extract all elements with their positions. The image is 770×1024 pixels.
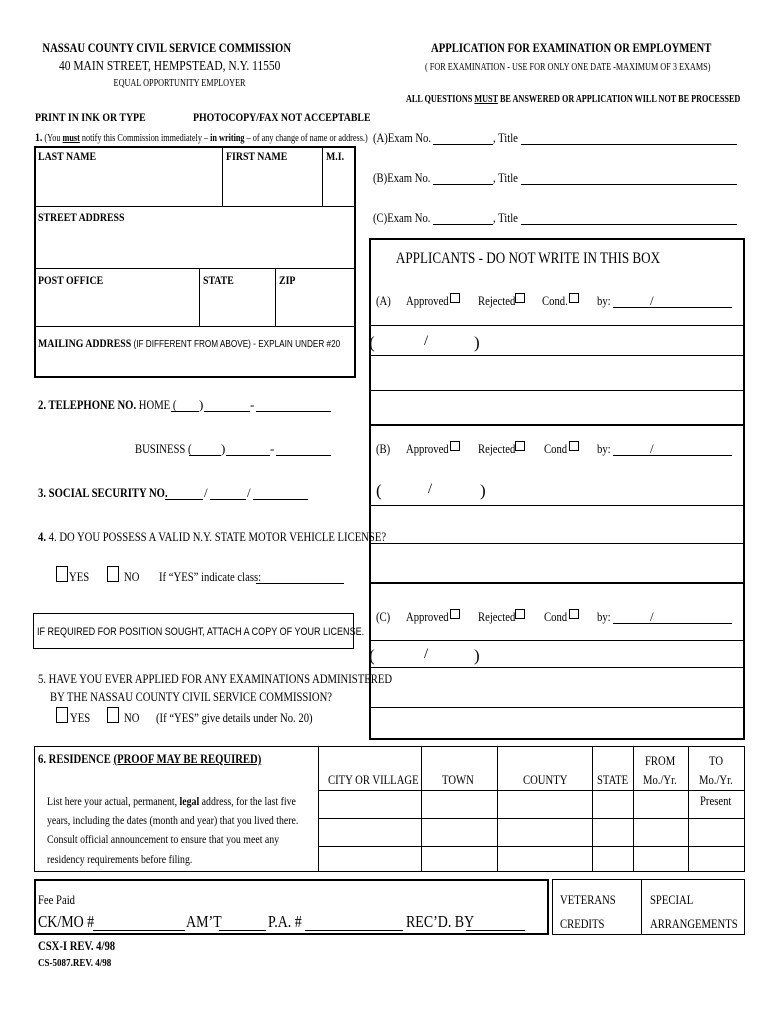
section-a-approved-checkbox[interactable] [450, 293, 460, 303]
business-label: BUSINESS ( [135, 441, 192, 456]
exam-b-label: (B)Exam No. [373, 170, 431, 185]
col-state: STATE [597, 772, 629, 787]
mi-field[interactable] [323, 166, 354, 204]
exam-a-title-label: , Title [493, 130, 518, 145]
residence-state-field[interactable] [593, 819, 632, 845]
divider [318, 846, 745, 847]
first-name-label: FIRST NAME [226, 149, 288, 163]
section-b-date-slash: / [428, 481, 433, 497]
divider [497, 746, 498, 872]
divider [34, 326, 356, 327]
section-a-by-label: by: [597, 293, 611, 308]
divider [369, 325, 745, 326]
section-c-slash: / [650, 609, 654, 624]
post-office-label: POST OFFICE [38, 273, 104, 287]
recd-by-field[interactable] [466, 930, 525, 931]
section-c-letter: (C) [376, 609, 391, 624]
agency-address: 40 MAIN STREET, HEMPSTEAD, N.Y. 11550 [58, 59, 281, 74]
mailing-address-field[interactable] [35, 354, 354, 376]
home-number[interactable] [256, 411, 331, 412]
arrangements-label: ARRANGEMENTS [650, 916, 738, 931]
license-no-checkbox[interactable] [107, 566, 119, 582]
ssn-slash-1: / [204, 485, 208, 500]
section-b-slash: / [650, 441, 654, 456]
prior-exam-no-checkbox[interactable] [107, 707, 119, 723]
business-area-code[interactable] [189, 455, 221, 456]
divider [641, 879, 642, 935]
amt-field[interactable] [219, 930, 266, 931]
revision-code-1: CSX-I REV. 4/98 [38, 938, 116, 953]
section-b-rejected-label: Rejected [478, 441, 516, 456]
section-b-approved-checkbox[interactable] [450, 441, 460, 451]
section-a-letter: (A) [376, 293, 391, 308]
street-address-label: STREET ADDRESS [38, 210, 125, 224]
home-dash: - [250, 397, 255, 412]
license-question: 4. 4. DO YOU POSSESS A VALID N.Y. STATE MOTOR VEHICLE LICENSE? [38, 529, 387, 544]
license-note: IF REQUIRED FOR POSITION SOUGHT, ATTACH A COPY OF YOUR LICENSE. [37, 626, 365, 638]
pa-label: P.A. # [268, 912, 302, 931]
prior-exam-question-line2: BY THE NASSAU COUNTY CIVIL SERVICE COMMISSION? [50, 689, 333, 704]
credits-label: CREDITS [560, 916, 605, 931]
residence-town-field[interactable] [422, 819, 496, 845]
divider [421, 746, 422, 872]
col-to-unit: Mo./Yr. [699, 772, 733, 787]
ssn-part-2[interactable] [210, 499, 246, 500]
section-b-approved-label: Approved [406, 441, 449, 456]
residence-from-field[interactable] [634, 819, 687, 845]
divider [592, 746, 593, 872]
section-c-date-close: ) [474, 646, 480, 665]
divider [369, 582, 745, 584]
eoe-label: EQUAL OPPORTUNITY EMPLOYER [113, 78, 246, 89]
fee-paid-label: Fee Paid [38, 892, 76, 907]
col-from: FROM [645, 753, 676, 768]
recd-by-label: REC’D. BY [406, 912, 475, 931]
section-a-date-close: ) [474, 333, 480, 352]
col-to-present: Present [700, 793, 732, 808]
ssn-slash-2: / [247, 485, 251, 500]
section-b-date-close: ) [480, 481, 486, 500]
exam-c-title[interactable] [521, 224, 737, 225]
section-a-rejected-label: Rejected [478, 293, 516, 308]
section-a-date-open: ( [369, 333, 375, 352]
exam-b-number[interactable] [433, 184, 493, 185]
divider [369, 505, 745, 506]
section-b-by-field[interactable] [613, 455, 732, 456]
veterans-label: VETERANS [560, 892, 616, 907]
section-a-approved-label: Approved [406, 293, 449, 308]
exam-b-title[interactable] [521, 184, 737, 185]
residence-instructions-4: residency requirements before filing. [47, 852, 193, 866]
residence-instructions-1: List here your actual, permanent, legal address, for the last five [47, 794, 296, 808]
amt-label: AM’T [186, 912, 222, 931]
zip-field[interactable] [276, 290, 354, 325]
section-a-slash: / [650, 293, 654, 308]
divider [688, 746, 689, 872]
residence-county-field[interactable] [498, 819, 591, 845]
section-c-approved-label: Approved [406, 609, 449, 624]
form-title: APPLICATION FOR EXAMINATION OR EMPLOYMENT [431, 40, 712, 55]
office-box-heading: APPLICANTS - DO NOT WRITE IN THIS BOX [395, 250, 661, 267]
state-field[interactable] [200, 290, 274, 325]
home-close-paren: ) [199, 397, 204, 412]
telephone-label: 2. TELEPHONE NO. HOME ( [38, 397, 177, 412]
required-notice: ALL QUESTIONS MUST BE ANSWERED OR APPLICATION WILL NOT BE PROCESSED [406, 94, 741, 105]
license-class-label: If “YES” indicate class: [159, 569, 262, 584]
section-b-cond-checkbox[interactable] [569, 441, 579, 451]
prior-exam-question-line1: 5. HAVE YOU EVER APPLIED FOR ANY EXAMINATIONS ADMINISTERED [38, 671, 393, 686]
first-name-field[interactable] [223, 166, 321, 204]
col-county: COUNTY [523, 772, 568, 787]
residence-instructions-3: Consult official announcement to ensure that you meet any [47, 832, 280, 846]
divider [369, 390, 745, 391]
ssn-part-3[interactable] [253, 499, 308, 500]
exam-c-title-label: , Title [493, 210, 518, 225]
section-c-approved-checkbox[interactable] [450, 609, 460, 619]
divider [369, 424, 745, 426]
street-address-field[interactable] [35, 227, 354, 267]
license-no-label: NO [124, 569, 140, 584]
exam-a-label: (A)Exam No. [373, 130, 432, 145]
mailing-address-label: MAILING ADDRESS (IF DIFFERENT FROM ABOVE) - EXPLAIN UNDER #20 [38, 336, 341, 350]
section-c-cond-checkbox[interactable] [569, 609, 579, 619]
section-b-by-label: by: [597, 441, 611, 456]
section-c-date-slash: / [424, 646, 429, 662]
section-c-by-label: by: [597, 609, 611, 624]
license-yes-label: YES [69, 569, 90, 584]
prior-exam-yes-label: YES [70, 710, 91, 725]
divider [369, 640, 745, 641]
divider [369, 543, 745, 544]
business-close-paren: ) [221, 441, 226, 456]
col-town: TOWN [442, 772, 474, 787]
col-to: TO [709, 753, 724, 768]
revision-code-2: CS-5087.REV. 4/98 [38, 957, 112, 969]
section-b-rejected-checkbox[interactable] [515, 441, 525, 451]
section-b-letter: (B) [376, 441, 391, 456]
ssn-part-1[interactable] [165, 499, 203, 500]
exam-a-title[interactable] [521, 144, 737, 145]
section-c-rejected-label: Rejected [478, 609, 516, 624]
residence-heading: 6. RESIDENCE (PROOF MAY BE REQUIRED) [38, 751, 262, 766]
special-label: SPECIAL [650, 892, 694, 907]
ck-mo-field[interactable] [93, 930, 185, 931]
residence-city-field[interactable] [319, 819, 420, 845]
prior-exam-no-label: NO [124, 710, 140, 725]
section-c-rejected-checkbox[interactable] [515, 609, 525, 619]
business-number[interactable] [276, 455, 331, 456]
divider [369, 707, 745, 708]
form-subtitle: ( FOR EXAMINATION - USE FOR ONLY ONE DATE -MAXIMUM OF 3 EXAMS) [425, 62, 711, 73]
section-c-by-field[interactable] [613, 623, 732, 624]
divider [369, 355, 745, 356]
post-office-field[interactable] [35, 290, 198, 325]
prior-exam-yes-checkbox[interactable] [56, 707, 68, 723]
agency-name: NASSAU COUNTY CIVIL SERVICE COMMISSION [42, 40, 292, 55]
last-name-label: LAST NAME [38, 149, 97, 163]
residence-to-field[interactable] [689, 819, 744, 845]
business-dash: - [270, 441, 275, 456]
print-ink-note: PRINT IN INK OR TYPE [35, 110, 146, 124]
home-area-code[interactable] [171, 411, 199, 412]
zip-label: ZIP [279, 273, 296, 287]
divider [369, 667, 745, 668]
section-a-date-slash: / [424, 333, 429, 349]
mi-label: M.I. [326, 149, 345, 163]
section-a-by-field[interactable] [613, 307, 732, 308]
divider [633, 746, 634, 872]
section-a-rejected-checkbox[interactable] [515, 293, 525, 303]
divider [34, 268, 356, 269]
residence-instructions-2: years, including the dates (month and year) that you lived there. [47, 813, 299, 827]
divider [318, 746, 319, 872]
exam-b-title-label: , Title [493, 170, 518, 185]
section-c-cond-label: Cond [544, 609, 568, 624]
divider [34, 206, 356, 207]
prior-exam-details-note: (If “YES” give details under No. 20) [156, 710, 313, 725]
photocopy-note: PHOTOCOPY/FAX NOT ACCEPTABLE [193, 110, 371, 124]
section-b-cond-label: Cond [544, 441, 568, 456]
exam-c-label: (C)Exam No. [373, 210, 431, 225]
q1-notice: 1. (You must notify this Commission immediately – in writing – of any change of name or address.) [35, 130, 368, 144]
divider [318, 790, 745, 791]
section-c-date-open: ( [369, 646, 375, 665]
pa-field[interactable] [305, 930, 403, 931]
state-label: STATE [203, 273, 234, 287]
exam-c-number[interactable] [433, 224, 493, 225]
col-city-village: CITY OR VILLAGE [328, 772, 419, 787]
section-b-date-open: ( [376, 481, 382, 500]
last-name-field[interactable] [35, 166, 221, 204]
ssn-label: 3. SOCIAL SECURITY NO. [38, 485, 168, 500]
section-a-cond-checkbox[interactable] [569, 293, 579, 303]
ck-mo-label: CK/MO # [38, 912, 95, 931]
exam-a-number[interactable] [433, 144, 493, 145]
section-a-cond-label: Cond. [542, 293, 568, 308]
home-exchange[interactable] [204, 411, 250, 412]
license-yes-checkbox[interactable] [56, 566, 68, 582]
col-from-unit: Mo./Yr. [643, 772, 677, 787]
license-class-field[interactable] [256, 583, 344, 584]
office-use-box [369, 238, 745, 740]
business-exchange[interactable] [226, 455, 270, 456]
